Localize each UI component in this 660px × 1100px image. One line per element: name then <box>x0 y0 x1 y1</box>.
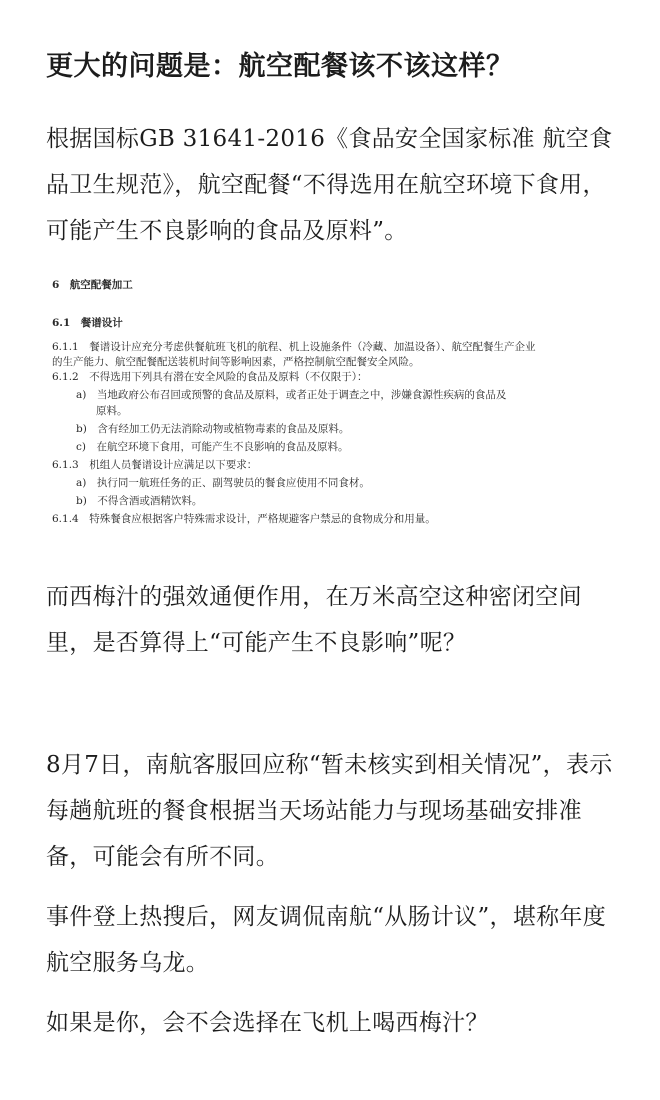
excerpt-line: 6.1.4 特殊餐食应根据客户特殊需求设计，严格规避客户禁忌的食物成分和用量。 <box>52 513 436 525</box>
excerpt-section-title: 6 航空配餐加工 <box>52 279 133 291</box>
excerpt-line: a) 当地政府公布召回或预警的食品及原料，或者正处于调查之中，涉嫌食源性疾病的食品及 <box>76 389 507 401</box>
excerpt-line: c) 在航空环境下食用，可能产生不良影响的食品及原料。 <box>76 441 349 453</box>
section-heading: 更大的问题是：航空配餐该不该这样？ <box>46 51 514 82</box>
excerpt-line: 的生产能力、航空配餐配送装机时间等影响因素，严格控制航空配餐安全风险。 <box>52 356 420 368</box>
paragraph-airline-response: 8月7日，南航客服回应称“暂未核实到相关情况”，表示每趟航班的餐食根据当天场站能力与现场基础安排准备，可能会有所不同。 <box>46 752 613 870</box>
excerpt-line: 6.1.3 机组人员餐谱设计应满足以下要求： <box>52 459 258 471</box>
paragraph-closing-question: 如果是你，会不会选择在飞机上喝西梅汁？ <box>46 1010 489 1036</box>
paragraph-standard-citation: 根据国标GB 31641-2016《食品安全国家标准 航空食品卫生规范》，航空配餐“不得选用在航空环境下食用，可能产生不良影响的食品及原料”。 <box>46 126 613 244</box>
excerpt-line: b) 不得含酒或酒精饮料。 <box>76 495 203 507</box>
standard-excerpt-image <box>50 274 610 544</box>
excerpt-line: 原料。 <box>96 405 128 417</box>
paragraph-question: 而西梅汁的强效通便作用，在万米高空这种密闭空间里，是否算得上“可能产生不良影响”呢？ <box>46 584 582 656</box>
excerpt-subsection-title: 6.1 餐谱设计 <box>52 317 123 329</box>
excerpt-line: 6.1.2 不得选用下列具有潜在安全风险的食品及原料（不仅限于）： <box>52 371 368 383</box>
excerpt-line: b) 含有经加工仍无法消除动物或植物毒素的食品及原料。 <box>76 423 350 435</box>
paragraph-netizen-reaction: 事件登上热搜后，网友调侃南航“从肠计议”，堪称年度航空服务乌龙。 <box>46 904 607 976</box>
excerpt-line: 6.1.1 餐谱设计应充分考虑供餐航班飞机的航程、机上设施条件（冷藏、加温设备）、航空配餐生产企业 <box>52 341 536 353</box>
excerpt-line: a) 执行同一航班任务的正、副驾驶员的餐食应使用不同食材。 <box>76 477 370 489</box>
